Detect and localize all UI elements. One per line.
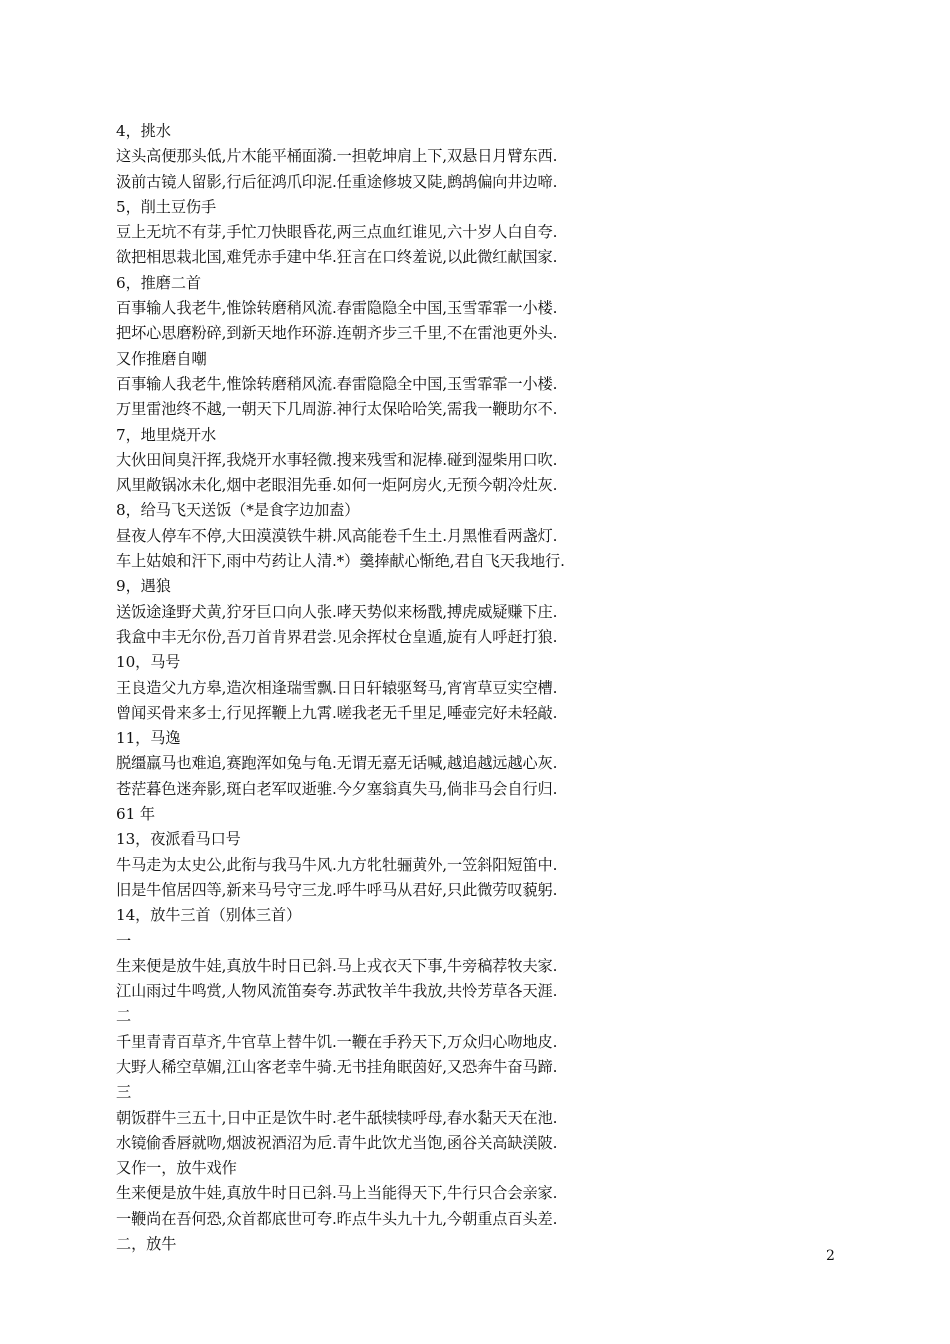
section-heading: 又作推磨自嘲 bbox=[116, 349, 207, 368]
poem-line: 百事输人我老牛,惟馀转磨稍风流.春雷隐隐全中国,玉雪霏霏一小楼. bbox=[116, 299, 558, 318]
poem-line: 这头高便那头低,片木能平桶面漪.一担乾坤肩上下,双悬日月臂东西. bbox=[116, 147, 558, 166]
poem-line: 朝饭群牛三五十,日中正是饮牛时.老牛舐犊犊呼母,春水黏天天在池. bbox=[116, 1108, 558, 1127]
poem-line: 江山雨过牛鸣赏,人物风流笛奏夸.苏武牧羊牛我放,共怜芳草各天涯. bbox=[116, 982, 558, 1001]
poem-line: 车上姑娘和汗下,雨中芍药让人清.*）羹捧献心惭绝,君自飞天我地行. bbox=[116, 552, 565, 571]
subsection-number: 二 bbox=[116, 1007, 132, 1026]
document-body bbox=[116, 119, 836, 1257]
poem-line: 大伙田间臭汗挥,我烧开水事轻微.搜来残雪和泥棒.碰到湿柴用口吹. bbox=[116, 450, 558, 469]
poem-line: 水镜偷香唇就吻,烟波祝酒沼为卮.青牛此饮尤当饱,函谷关高缺渼陂. bbox=[116, 1133, 558, 1152]
poem-line: 千里青青百草齐,牛官草上替牛饥.一鞭在手矜天下,万众归心吻地皮. bbox=[116, 1032, 558, 1051]
poem-line: 脱缰羸马也难追,赛跑浑如兔与龟.无谓无嘉无话喊,越追越远越心灰. bbox=[116, 754, 558, 773]
poem-line: 一鞭尚在吾何恐,众首都底世可夸.昨点牛头九十九,今朝重点百头差. bbox=[116, 1209, 558, 1228]
poem-line: 汲前古镜人留影,行后征鸿爪印泥.任重途修坡又陡,鹧鸪偏向井边啼. bbox=[116, 172, 558, 191]
subsection-number: 一 bbox=[116, 931, 132, 950]
poem-line: 送饭途逢野犬黄,狞牙巨口向人张.哮天势似来杨戬,搏虎威疑赚下庄. bbox=[116, 602, 558, 621]
poem-line: 牛马走为太史公,此衔与我马牛风.九方牝牡骊黄外,一笠斜阳短笛中. bbox=[116, 855, 558, 874]
poem-line: 百事输人我老牛,惟馀转磨稍风流.春雷隐隐全中国,玉雪霏霏一小楼. bbox=[116, 374, 558, 393]
year-heading: 61 年 bbox=[116, 805, 155, 824]
section-heading: 13，夜派看马口号 bbox=[116, 830, 241, 849]
poem-line: 我盒中丰无尔份,吾刀首肯界君尝.见余挥杖仓皇遁,旋有人呼赶打狼. bbox=[116, 627, 558, 646]
poem-line: 苍茫暮色迷奔影,斑白老军叹逝骓.今夕塞翁真失马,倘非马会自行归. bbox=[116, 779, 558, 798]
subsection-number: 三 bbox=[116, 1083, 132, 1102]
section-heading: 11，马逸 bbox=[116, 729, 181, 748]
poem-line: 旧是牛倌居四等,新来马号守三龙.呼牛呼马从君好,只此微劳叹藐躬. bbox=[116, 880, 558, 899]
poem-line: 万里雷池终不越,一朝天下几周游.神行太保哈哈笑,需我一鞭助尔不. bbox=[116, 400, 558, 419]
poem-line: 把坏心思磨粉碎,到新天地作环游.连朝齐步三千里,不在雷池更外头. bbox=[116, 324, 558, 343]
poem-line: 大野人稀空草媚,江山客老幸牛骑.无书挂角眠茵好,又恐奔牛奋马蹄. bbox=[116, 1057, 558, 1076]
section-heading: 14，放牛三首（别体三首） bbox=[116, 906, 302, 925]
section-heading: 又作一，放牛戏作 bbox=[116, 1159, 237, 1178]
section-heading: 8，给马飞天送饭（*是食字边加盍） bbox=[116, 501, 360, 520]
section-heading: 6，推磨二首 bbox=[116, 273, 202, 292]
poem-line: 生来便是放牛娃,真放牛时日已斜.马上当能得天下,牛行只合会亲家. bbox=[116, 1184, 558, 1203]
poem-line: 昼夜人停车不停,大田漠漠铁牛耕.风高能卷千生土.月黑惟看两盏灯. bbox=[116, 526, 558, 545]
poem-line: 王良造父九方皋,造次相逢瑞雪飘.日日轩辕驱驽马,宵宵草豆实空槽. bbox=[116, 678, 558, 697]
section-heading: 9，遇狼 bbox=[116, 577, 171, 596]
poem-line: 生来便是放牛娃,真放牛时日已斜.马上戎衣天下事,牛旁稿荐牧夫家. bbox=[116, 956, 558, 975]
section-heading: 二，放牛 bbox=[116, 1235, 177, 1254]
poem-line: 豆上无坑不有芽,手忙刀快眼昏花,两三点血红谁见,六十岁人白自夸. bbox=[116, 223, 558, 242]
page-number: 2 bbox=[826, 1248, 835, 1264]
section-heading: 10，马号 bbox=[116, 653, 181, 672]
section-heading: 5，削土豆伤手 bbox=[116, 197, 217, 216]
section-heading: 7，地里烧开水 bbox=[116, 425, 217, 444]
poem-line: 风里敞锅冰未化,烟中老眼泪先垂.如何一炬阿房火,无预今朝冷灶灰. bbox=[116, 476, 558, 495]
section-heading: 4，挑水 bbox=[116, 122, 171, 140]
poem-line: 曾闻买骨来多士,行见挥鞭上九霄.嗟我老无千里足,唾壶完好未轻敲. bbox=[116, 703, 558, 722]
poem-line: 欲把相思栽北国,难凭赤手建中华.狂言在口终羞说,以此微红献国家. bbox=[116, 248, 558, 267]
